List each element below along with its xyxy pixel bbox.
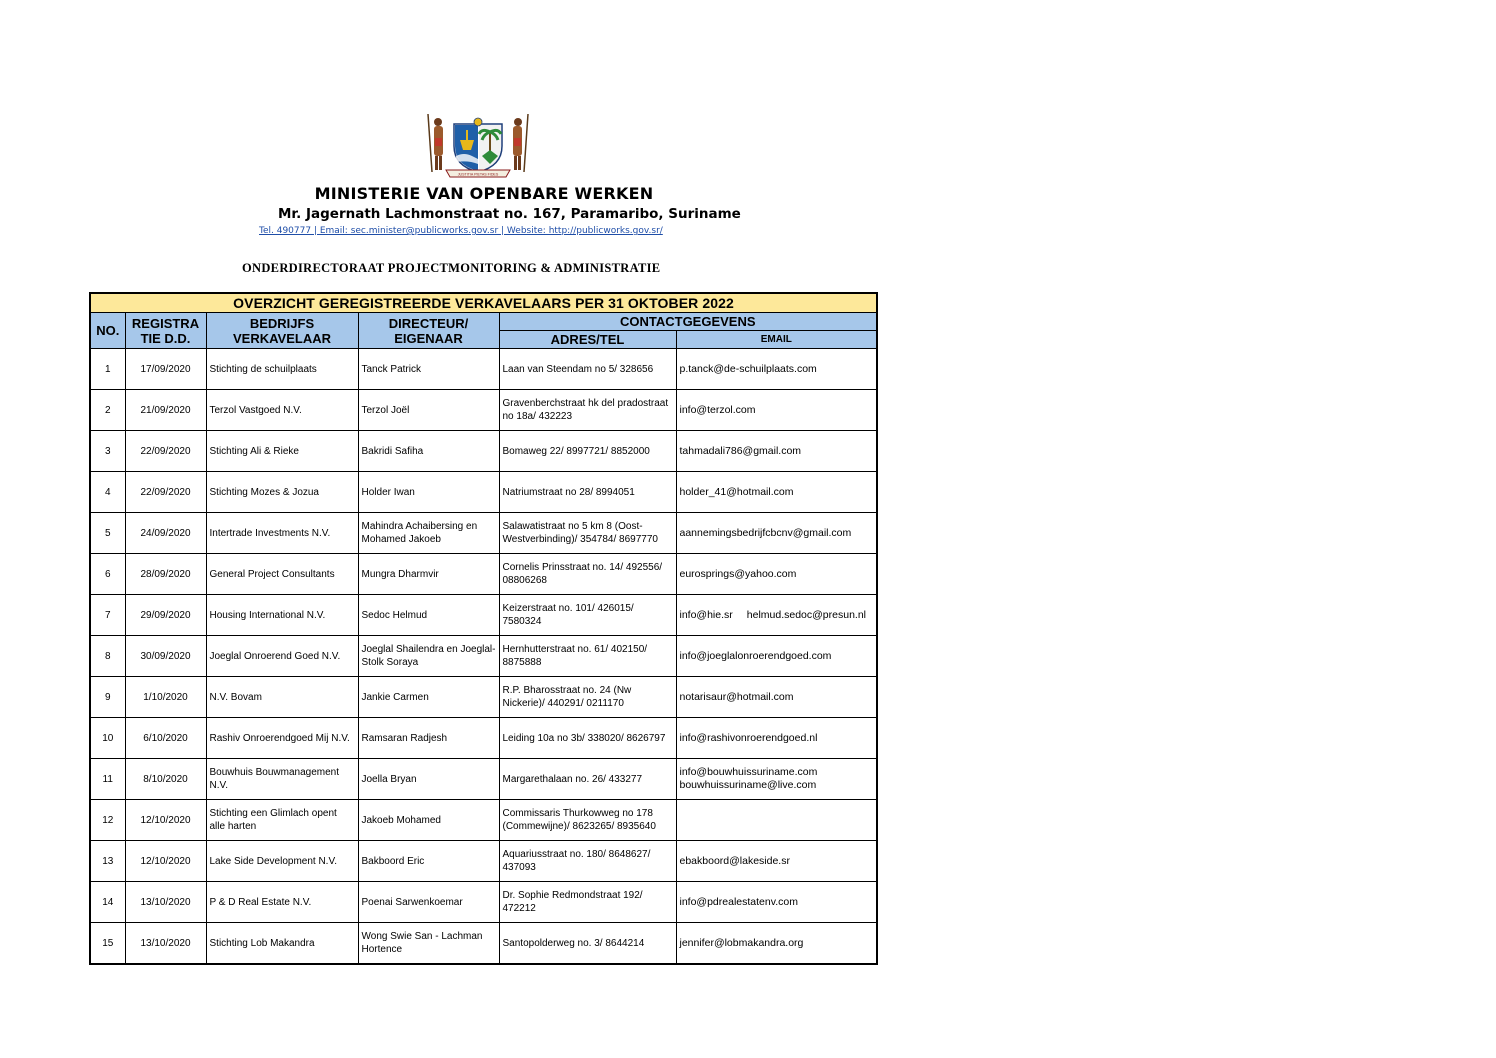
coat-of-arms-emblem bbox=[424, 112, 532, 178]
row-number: 15 bbox=[90, 923, 125, 965]
director-name: Joeglal Shailendra en Joeglal-Stolk Soraya bbox=[358, 636, 499, 677]
company-name: Stichting Mozes & Jozua bbox=[206, 472, 358, 513]
email-cell bbox=[676, 472, 877, 513]
director-name: Mungra Dharmvir bbox=[358, 554, 499, 595]
registration-date: 13/10/2020 bbox=[125, 923, 206, 965]
company-name: Stichting de schuilplaats bbox=[206, 349, 358, 390]
address-tel: Keizerstraat no. 101/ 426015/ 7580324 bbox=[499, 595, 676, 636]
table-row bbox=[90, 636, 877, 677]
email-cell bbox=[676, 923, 877, 965]
table-body bbox=[90, 349, 877, 965]
email-link[interactable]: helmud.sedoc@presun.nl bbox=[746, 608, 866, 621]
email-link[interactable]: eurosprings@yahoo.com bbox=[679, 567, 797, 580]
column-header-director: DIRECTEUR/ EIGENAAR bbox=[358, 313, 499, 349]
email-cell bbox=[676, 800, 877, 841]
email-link[interactable]: info@terzol.com bbox=[679, 403, 756, 416]
company-name: Stichting Lob Makandra bbox=[206, 923, 358, 965]
registration-date: 1/10/2020 bbox=[125, 677, 206, 718]
director-name: Mahindra Achaibersing en Mohamed Jakoeb bbox=[358, 513, 499, 554]
company-name: Terzol Vastgoed N.V. bbox=[206, 390, 358, 431]
column-header-address: ADRES/TEL bbox=[499, 331, 676, 349]
email-link[interactable]: ebakboord@lakeside.sr bbox=[679, 854, 790, 867]
column-header-email: EMAIL bbox=[676, 331, 877, 349]
email-cell bbox=[676, 554, 877, 595]
address-tel: Laan van Steendam no 5/ 328656 bbox=[499, 349, 676, 390]
table-row bbox=[90, 513, 877, 554]
row-number: 14 bbox=[90, 882, 125, 923]
address-tel: Aquariusstraat no. 180/ 8648627/ 437093 bbox=[499, 841, 676, 882]
table-row bbox=[90, 431, 877, 472]
director-name: Poenai Sarwenkoemar bbox=[358, 882, 499, 923]
email-cell bbox=[676, 718, 877, 759]
email-link[interactable]: p.tanck@de-schuilplaats.com bbox=[679, 362, 817, 375]
registration-date: 29/09/2020 bbox=[125, 595, 206, 636]
registration-date: 12/10/2020 bbox=[125, 800, 206, 841]
registration-date: 22/09/2020 bbox=[125, 431, 206, 472]
table-row bbox=[90, 718, 877, 759]
email-cell bbox=[676, 349, 877, 390]
table-row bbox=[90, 472, 877, 513]
ministry-address: Mr. Jagernath Lachmonstraat no. 167, Paramaribo, Suriname bbox=[278, 206, 741, 222]
company-name: Bouwhuis Bouwmanagement N.V. bbox=[206, 759, 358, 800]
director-name: Joella Bryan bbox=[358, 759, 499, 800]
company-name: N.V. Bovam bbox=[206, 677, 358, 718]
email-cell bbox=[676, 841, 877, 882]
email-link[interactable]: bouwhuissuriname@live.com bbox=[679, 779, 817, 791]
address-tel: Leiding 10a no 3b/ 338020/ 8626797 bbox=[499, 718, 676, 759]
director-name: Holder Iwan bbox=[358, 472, 499, 513]
email-cell bbox=[676, 431, 877, 472]
email-link[interactable]: notarisaur@hotmail.com bbox=[679, 690, 794, 703]
address-tel: Cornelis Prinsstraat no. 14/ 492556/ 08806268 bbox=[499, 554, 676, 595]
table-row bbox=[90, 759, 877, 800]
company-name: Joeglal Onroerend Goed N.V. bbox=[206, 636, 358, 677]
company-name: Stichting een Glimlach opent alle harten bbox=[206, 800, 358, 841]
registration-date: 21/09/2020 bbox=[125, 390, 206, 431]
company-name: Lake Side Development N.V. bbox=[206, 841, 358, 882]
company-name: Intertrade Investments N.V. bbox=[206, 513, 358, 554]
director-name: Ramsaran Radjesh bbox=[358, 718, 499, 759]
row-number: 7 bbox=[90, 595, 125, 636]
director-name: Bakboord Eric bbox=[358, 841, 499, 882]
address-tel: Gravenberchstraat hk del pradostraat no 18a/ 432223 bbox=[499, 390, 676, 431]
table-row bbox=[90, 390, 877, 431]
email-link[interactable]: info@pdrealestatenv.com bbox=[679, 895, 798, 908]
row-number: 8 bbox=[90, 636, 125, 677]
company-name: General Project Consultants bbox=[206, 554, 358, 595]
email-link[interactable]: info@rashivonroerendgoed.nl bbox=[679, 731, 818, 744]
director-name: Wong Swie San - Lachman Hortence bbox=[358, 923, 499, 965]
registration-date: 12/10/2020 bbox=[125, 841, 206, 882]
address-tel: Dr. Sophie Redmondstraat 192/ 472212 bbox=[499, 882, 676, 923]
column-header-registration: REGISTRA TIE D.D. bbox=[125, 313, 206, 349]
company-name: Rashiv Onroerendgoed Mij N.V. bbox=[206, 718, 358, 759]
table-row bbox=[90, 595, 877, 636]
director-name: Terzol Joël bbox=[358, 390, 499, 431]
company-name: Housing International N.V. bbox=[206, 595, 358, 636]
address-tel: Hernhutterstraat no. 61/ 402150/ 8875888 bbox=[499, 636, 676, 677]
row-number: 11 bbox=[90, 759, 125, 800]
email-cell bbox=[676, 636, 877, 677]
director-name: Jankie Carmen bbox=[358, 677, 499, 718]
address-tel: R.P. Bharosstraat no. 24 (Nw Nickerie)/ 440291/ 0211170 bbox=[499, 677, 676, 718]
row-number: 10 bbox=[90, 718, 125, 759]
table-row bbox=[90, 800, 877, 841]
row-number: 3 bbox=[90, 431, 125, 472]
email-link[interactable]: aannemingsbedrijfcbcnv@gmail.com bbox=[679, 526, 852, 539]
director-name: Jakoeb Mohamed bbox=[358, 800, 499, 841]
email-cell bbox=[676, 677, 877, 718]
email-cell bbox=[676, 513, 877, 554]
email-cell bbox=[676, 882, 877, 923]
row-number: 4 bbox=[90, 472, 125, 513]
row-number: 2 bbox=[90, 390, 125, 431]
column-header-company: BEDRIJFS VERKAVELAAR bbox=[206, 313, 358, 349]
email-link[interactable]: info@joeglalonroerendgoed.com bbox=[679, 649, 832, 662]
table-row bbox=[90, 554, 877, 595]
address-tel: Commissaris Thurkowweg no 178 (Commewijne)/ 8623265/ 8935640 bbox=[499, 800, 676, 841]
registration-date: 13/10/2020 bbox=[125, 882, 206, 923]
email-link[interactable]: jennifer@lobmakandra.org bbox=[679, 936, 804, 949]
registration-date: 17/09/2020 bbox=[125, 349, 206, 390]
registration-date: 28/09/2020 bbox=[125, 554, 206, 595]
email-cell bbox=[676, 595, 877, 636]
director-name: Sedoc Helmud bbox=[358, 595, 499, 636]
ministry-contact-link[interactable]: Tel. 490777 | Email: sec.minister@publicworks.gov.sr | Website: http://publicworks.gov.sr/ bbox=[259, 226, 663, 236]
registration-date: 8/10/2020 bbox=[125, 759, 206, 800]
table-row bbox=[90, 923, 877, 965]
email-cell bbox=[676, 759, 877, 800]
address-tel: Salawatistraat no 5 km 8 (Oost-Westverbinding)/ 354784/ 8697770 bbox=[499, 513, 676, 554]
registration-date: 6/10/2020 bbox=[125, 718, 206, 759]
address-tel: Margarethalaan no. 26/ 433277 bbox=[499, 759, 676, 800]
email-link[interactable]: info@bouwhuissuriname.com bbox=[679, 766, 818, 778]
emblem-motto: JUSTITIA PIETAS FIDES bbox=[457, 172, 499, 177]
table-title: OVERZICHT GEREGISTREERDE VERKAVELAARS PER 31 OKTOBER 2022 bbox=[90, 293, 877, 313]
registration-table bbox=[89, 292, 878, 965]
director-name: Bakridi Safiha bbox=[358, 431, 499, 472]
address-tel: Santopolderweg no. 3/ 8644214 bbox=[499, 923, 676, 965]
column-header-contact: CONTACTGEGEVENS bbox=[499, 313, 877, 331]
registration-date: 30/09/2020 bbox=[125, 636, 206, 677]
address-tel: Bomaweg 22/ 8997721/ 8852000 bbox=[499, 431, 676, 472]
row-number: 5 bbox=[90, 513, 125, 554]
column-header-no: NO. bbox=[90, 313, 125, 349]
email-cell bbox=[676, 390, 877, 431]
row-number: 6 bbox=[90, 554, 125, 595]
table-row bbox=[90, 677, 877, 718]
row-number: 12 bbox=[90, 800, 125, 841]
registration-date: 24/09/2020 bbox=[125, 513, 206, 554]
registration-date: 22/09/2020 bbox=[125, 472, 206, 513]
company-name: P & D Real Estate N.V. bbox=[206, 882, 358, 923]
email-link[interactable]: info@hie.sr bbox=[679, 608, 733, 621]
address-tel: Natriumstraat no 28/ 8994051 bbox=[499, 472, 676, 513]
row-number: 1 bbox=[90, 349, 125, 390]
company-name: Stichting Ali & Rieke bbox=[206, 431, 358, 472]
row-number: 9 bbox=[90, 677, 125, 718]
director-name: Tanck Patrick bbox=[358, 349, 499, 390]
table-row bbox=[90, 882, 877, 923]
table-row bbox=[90, 349, 877, 390]
ministry-title: MINISTERIE VAN OPENBARE WERKEN bbox=[314, 184, 654, 203]
email-link[interactable]: tahmadali786@gmail.com bbox=[679, 444, 802, 457]
table-row bbox=[90, 841, 877, 882]
row-number: 13 bbox=[90, 841, 125, 882]
sub-directorate-title: ONDERDIRECTORAAT PROJECTMONITORING & ADMINISTRATIE bbox=[242, 261, 661, 275]
email-link[interactable]: holder_41@hotmail.com bbox=[679, 485, 794, 498]
